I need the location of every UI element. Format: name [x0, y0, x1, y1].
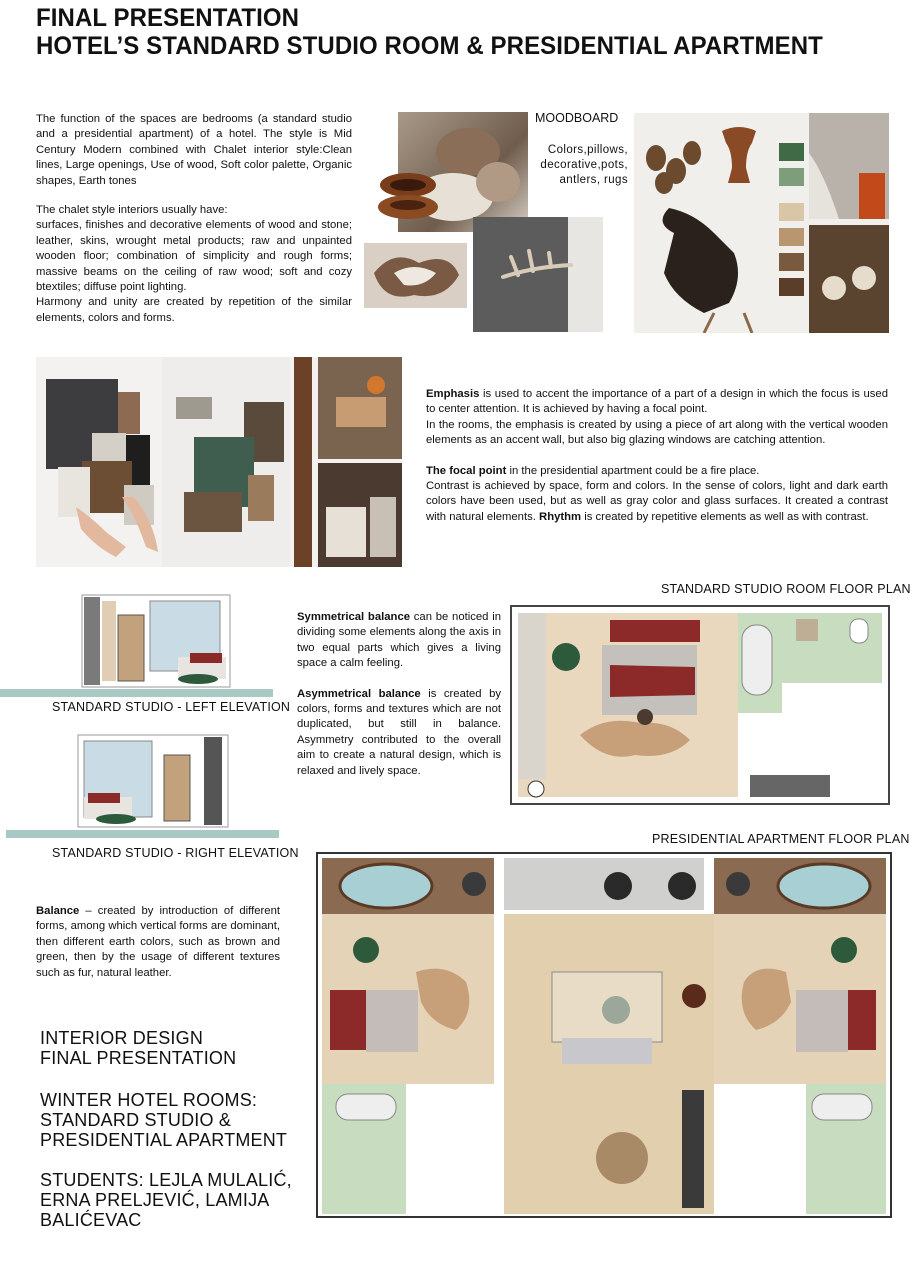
studio-floor-plan: [510, 605, 890, 805]
presidential-plan-caption: PRESIDENTIAL APARTMENT FLOOR PLAN: [652, 832, 910, 846]
symmetrical-rest: can be noticed in dividing some elements along the axis in two equal parts which gives a living space a calm feeling.: [297, 611, 501, 670]
wooden-bowls-photo: [372, 163, 444, 223]
rhythm-lead: Rhythm: [539, 510, 582, 523]
footer-line-4: STANDARD STUDIO &: [40, 1110, 232, 1130]
footer-line-1: INTERIOR DESIGN: [40, 1028, 204, 1048]
symmetrical-p: [297, 610, 501, 672]
moodboard-collage: [634, 113, 889, 333]
footer-line-5: PRESIDENTIAL APARTMENT: [40, 1130, 288, 1150]
rhythm-rest: is created by repetitive elements as well as with contrast.: [581, 510, 869, 523]
balance-lead: Balance: [36, 905, 80, 917]
moodboard-title: MOODBOARD: [535, 111, 619, 125]
asymmetrical-p: [297, 687, 501, 779]
right-elevation-caption: STANDARD STUDIO - RIGHT ELEVATION: [52, 846, 299, 860]
moodboard-desc-line-2: decorative,pots,: [540, 159, 628, 171]
right-elevation-floor-bar: [6, 830, 279, 838]
balance-p: [36, 904, 280, 981]
asymmetrical-lead: Asymmetrical balance: [297, 687, 421, 700]
symmetrical-balance-text: [297, 610, 501, 779]
contrast-text: Contrast is achieved by space, form and colors. In the sense of colors, light and dark earth colors have been used, but as well as gray color and glass surfaces. It created a contrast with natural elements.: [426, 480, 888, 523]
asymmetrical-rest: is created by colors, forms and textures which are not duplicated, but still in balance. Asymmetry contributed to the overall aim to create a natural design, which is relaxed and lively space.: [297, 687, 501, 777]
focal-point-lead: The focal point: [426, 464, 507, 477]
focal-point-rest: in the presidential apartment could be a fire place.: [506, 464, 760, 477]
students-list: [40, 1170, 292, 1230]
left-elevation-caption: STANDARD STUDIO - LEFT ELEVATION: [52, 700, 291, 714]
emphasis-p1-rest: is used to accent the importance of a part of a design in which the focus is used to center attention. It is achieved by having a focal point.: [426, 388, 888, 416]
moodboard-desc-line-1: Colors,pillows,: [547, 144, 628, 156]
intro-p1: The function of the spaces are bedrooms (a standard studio and a presidential apartment) of a hotel. The style is Mid Century Modern combined with Chalet interior style:Clean lines, Large openings, Use of wood, Soft color palette, Organic shapes, Earth tones: [36, 113, 352, 187]
title-line-2: HOTEL’S STANDARD STUDIO ROOM & PRESIDENTIAL APARTMENT: [36, 32, 823, 60]
left-elevation-drawing: [80, 591, 232, 691]
intro-p4: Harmony and unity are created by repetition of the similar elements, colors and forms.: [36, 296, 352, 324]
footer-line-2: FINAL PRESENTATION: [40, 1048, 237, 1068]
course-title: [40, 1028, 236, 1068]
footer-line-6: STUDENTS: LEJLA MULALIĆ,: [40, 1170, 292, 1190]
symmetrical-lead: Symmetrical balance: [297, 611, 411, 623]
moodboard-description: [520, 143, 628, 188]
footer-line-7: ERNA PRELJEVIĆ, LAMIJA: [40, 1190, 270, 1210]
intro-text: [36, 112, 352, 326]
contrast-p: [426, 479, 888, 525]
antler-curtain-photo: [473, 217, 603, 332]
emphasis-p2: In the rooms, the emphasis is created by using a piece of art along with the vertical wooden elements as an accent wall, but also big glazing windows are catching attention.: [426, 418, 888, 447]
left-elevation-floor-bar: [0, 689, 273, 697]
presidential-floor-plan: [316, 852, 892, 1218]
material-samples-board: [36, 357, 402, 567]
page-title: [36, 4, 823, 60]
emphasis-text: [426, 387, 888, 525]
studio-plan-caption: STANDARD STUDIO ROOM FLOOR PLAN: [661, 582, 911, 596]
fur-rug-photo: [364, 243, 467, 308]
intro-p2: The chalet style interiors usually have:: [36, 204, 228, 217]
right-elevation-drawing: [76, 731, 230, 831]
footer-line-8: BALIĆEVAC: [40, 1210, 142, 1230]
footer-line-3: WINTER HOTEL ROOMS:: [40, 1090, 258, 1110]
project-title: [40, 1090, 287, 1150]
moodboard-desc-line-3: antlers, rugs: [559, 174, 628, 186]
emphasis-lead: Emphasis: [426, 388, 480, 400]
intro-p3: surfaces, finishes and decorative elements of wood and stone; leather, skins, wrought metal products; raw and unpainted wooden floor; combination of simplicity and rough forms; massive beams on the ceiling of raw wood; soft and cozy btextiles; diffuse point lighting.: [36, 219, 352, 294]
title-line-1: FINAL PRESENTATION: [36, 4, 300, 32]
focal-point-p: [426, 464, 888, 479]
balance-rest: – created by introduction of different forms, among which vertical forms are dominant, then different earth colors, such as brown and green, then by the usage of different textures such as fur, natural leather.: [36, 905, 280, 979]
balance-text: [36, 904, 280, 981]
emphasis-p1: [426, 387, 888, 418]
